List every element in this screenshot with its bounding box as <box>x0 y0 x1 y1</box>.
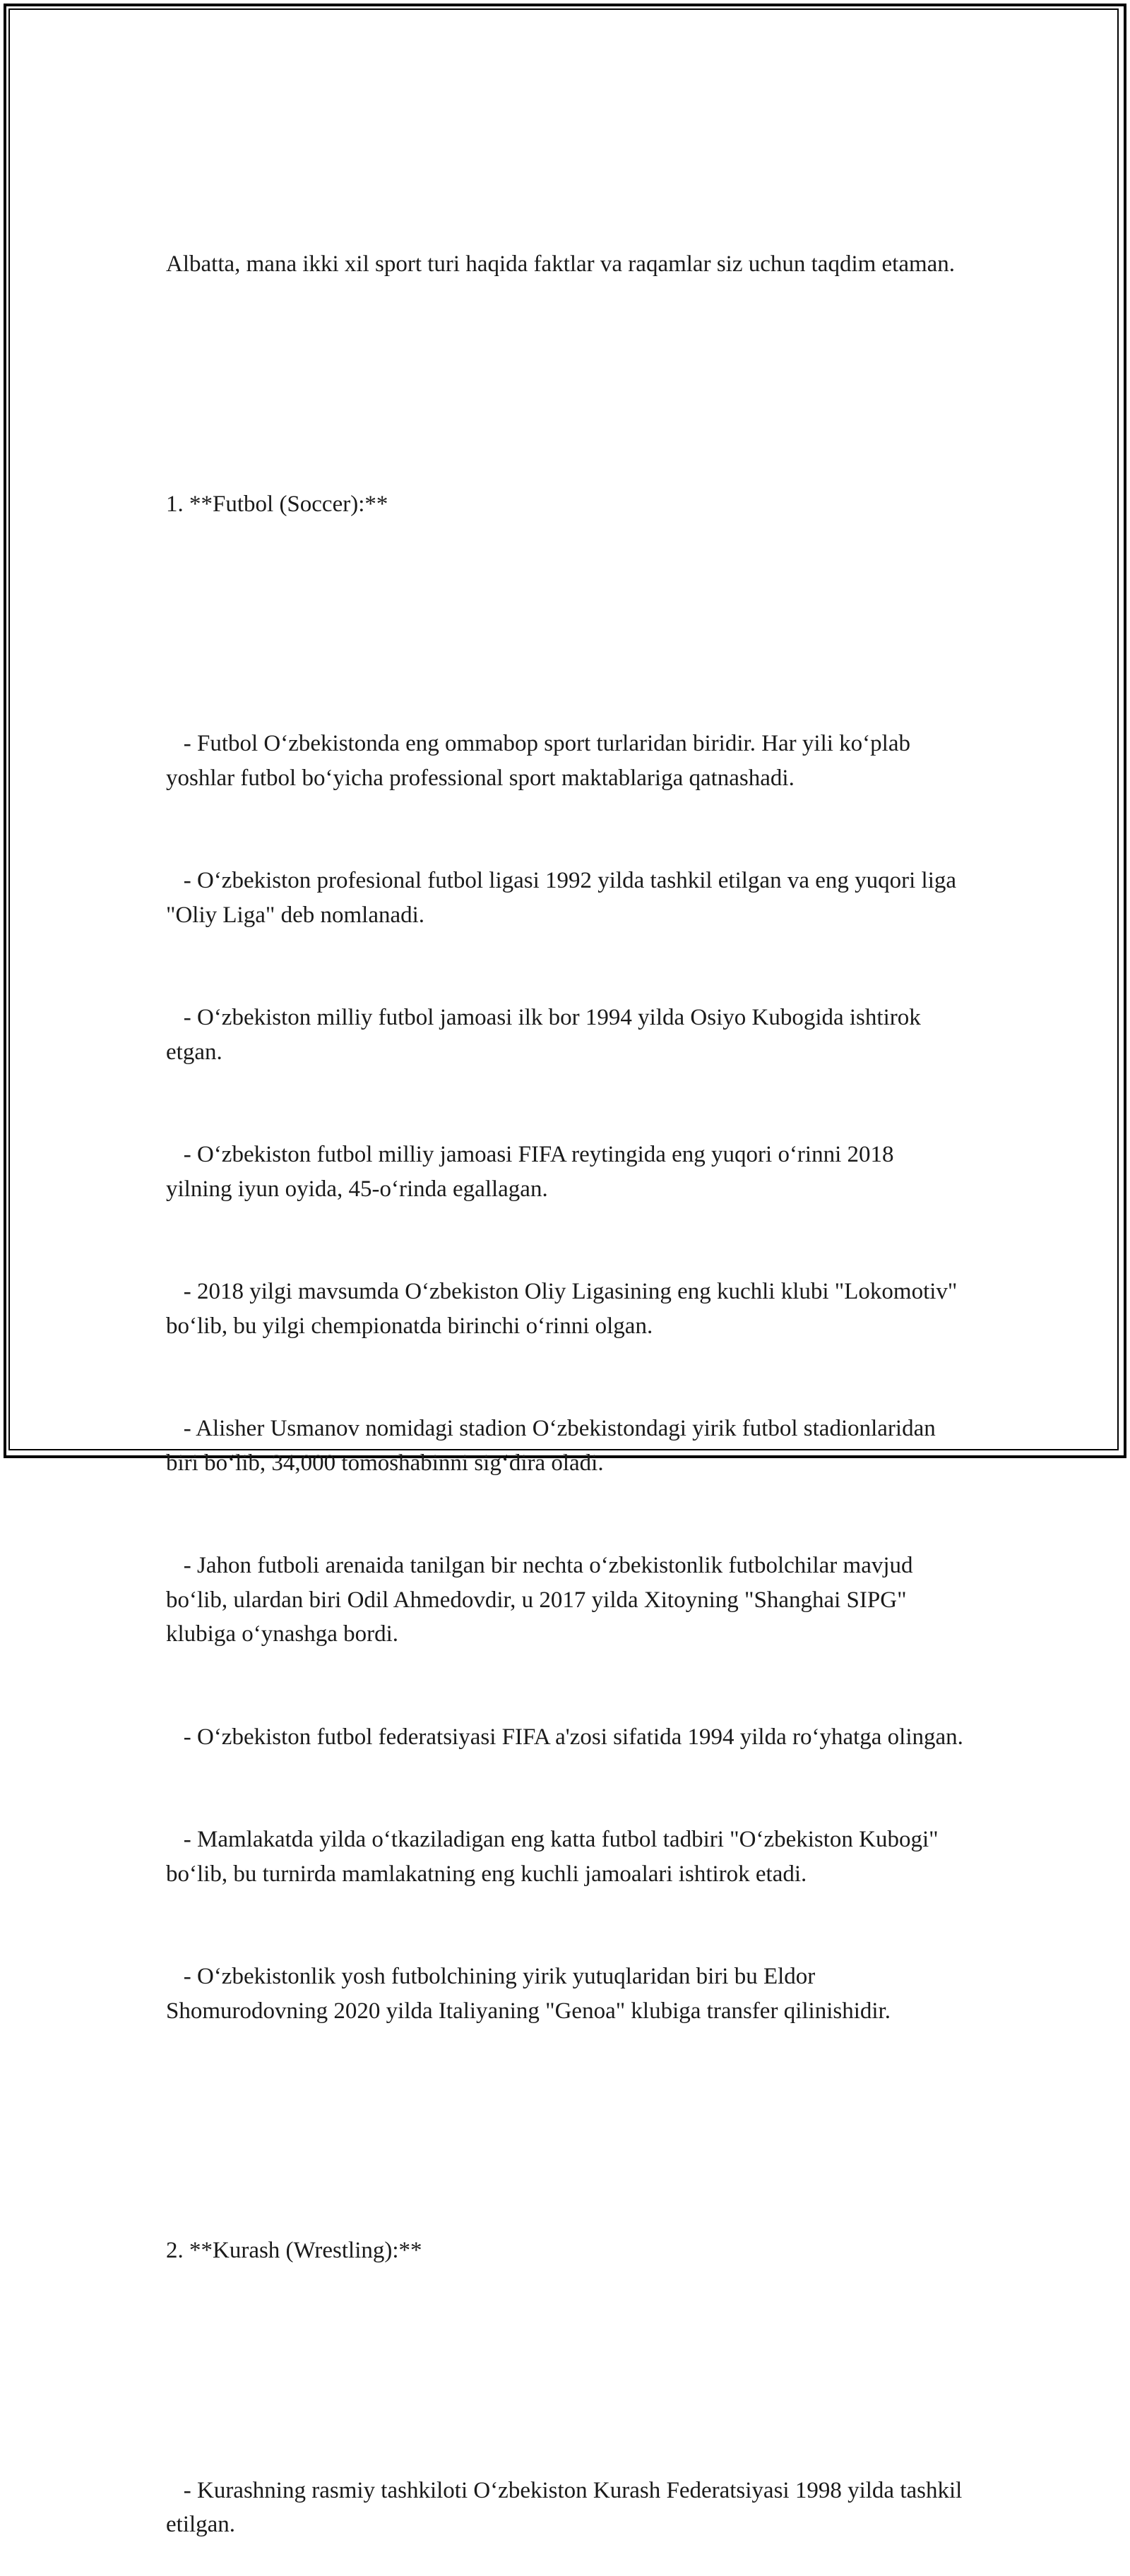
list-item: - O‘zbekiston futbol milliy jamoasi FIFA reytingida eng yuqori o‘rinni 2018 yilning iyun oyida, 45-o‘rinda egallagan. <box>166 1142 900 1202</box>
blank-line <box>166 350 964 385</box>
list-item: - 2018 yilgi mavsumda O‘zbekiston Oliy Ligasining eng kuchli klubi "Lokomotiv" bo‘lib, bu yilgi chempionatda birinchi o‘rinni olgan. <box>166 1279 963 1339</box>
document-body <box>166 179 968 2576</box>
blank-line <box>166 2337 964 2371</box>
list-item: - Futbol O‘zbekistonda eng ommabop sport turlaridan biridir. Har yili ko‘plab yoshlar futbol bo‘yicha professional sport maktablariga qatnashadi. <box>166 731 917 791</box>
list-item: - Jahon futboli arenaida tanilgan bir nechta o‘zbekistonlik futbolchilar mavjud bo‘lib, ulardan biri Odil Ahmedovdir, u 2017 yilda Xitoyning "Shanghai SIPG" klubiga o‘ynashga bordi. <box>166 1553 919 1647</box>
blank-line <box>166 590 964 624</box>
list-item: - O‘zbekiston profesional futbol ligasi 1992 yilda tashkil etilgan va eng yuqori liga "Oliy Liga" deb nomlanadi. <box>166 868 963 928</box>
section-heading-futbol: 1. **Futbol (Soccer):** <box>166 491 388 517</box>
list-item: - O‘zbekistonlik yosh futbolchining yirik yutuqlaridan biri bu Eldor Shomurodovning 2020 yilda Italiyaning "Genoa" klubiga transfer qilinishidir. <box>166 1964 891 2024</box>
list-item: - Kurashning rasmiy tashkiloti O‘zbekiston Kurash Federatsiyasi 1998 yilda tashkil etilgan. <box>166 2477 968 2537</box>
list-item: - O‘zbekiston futbol federatsiyasi FIFA a'zosi sifatida 1994 yilda ro‘yhatga olingan. <box>166 1724 963 1750</box>
list-item: - Alisher Usmanov nomidagi stadion O‘zbekistondagi yirik futbol stadionlaridan biri bo‘lib, 34,000 tomoshabinni sig‘dira oladi. <box>166 1416 941 1476</box>
blank-line <box>166 2097 964 2131</box>
intro-paragraph: Albatta, mana ikki xil sport turi haqida faktlar va raqamlar siz uchun taqdim etaman. <box>166 251 956 277</box>
section-heading-kurash: 2. **Kurash (Wrestling):** <box>166 2238 422 2263</box>
list-item: - Mamlakatda yilda o‘tkaziladigan eng katta futbol tadbiri "O‘zbekiston Kubogi" bo‘lib, bu turnirda mamlakatning eng kuchli jamoalari ishtirok etadi. <box>166 1827 944 1887</box>
list-item: - O‘zbekiston milliy futbol jamoasi ilk bor 1994 yilda Osiyo Kubogida ishtirok etgan. <box>166 1005 927 1065</box>
